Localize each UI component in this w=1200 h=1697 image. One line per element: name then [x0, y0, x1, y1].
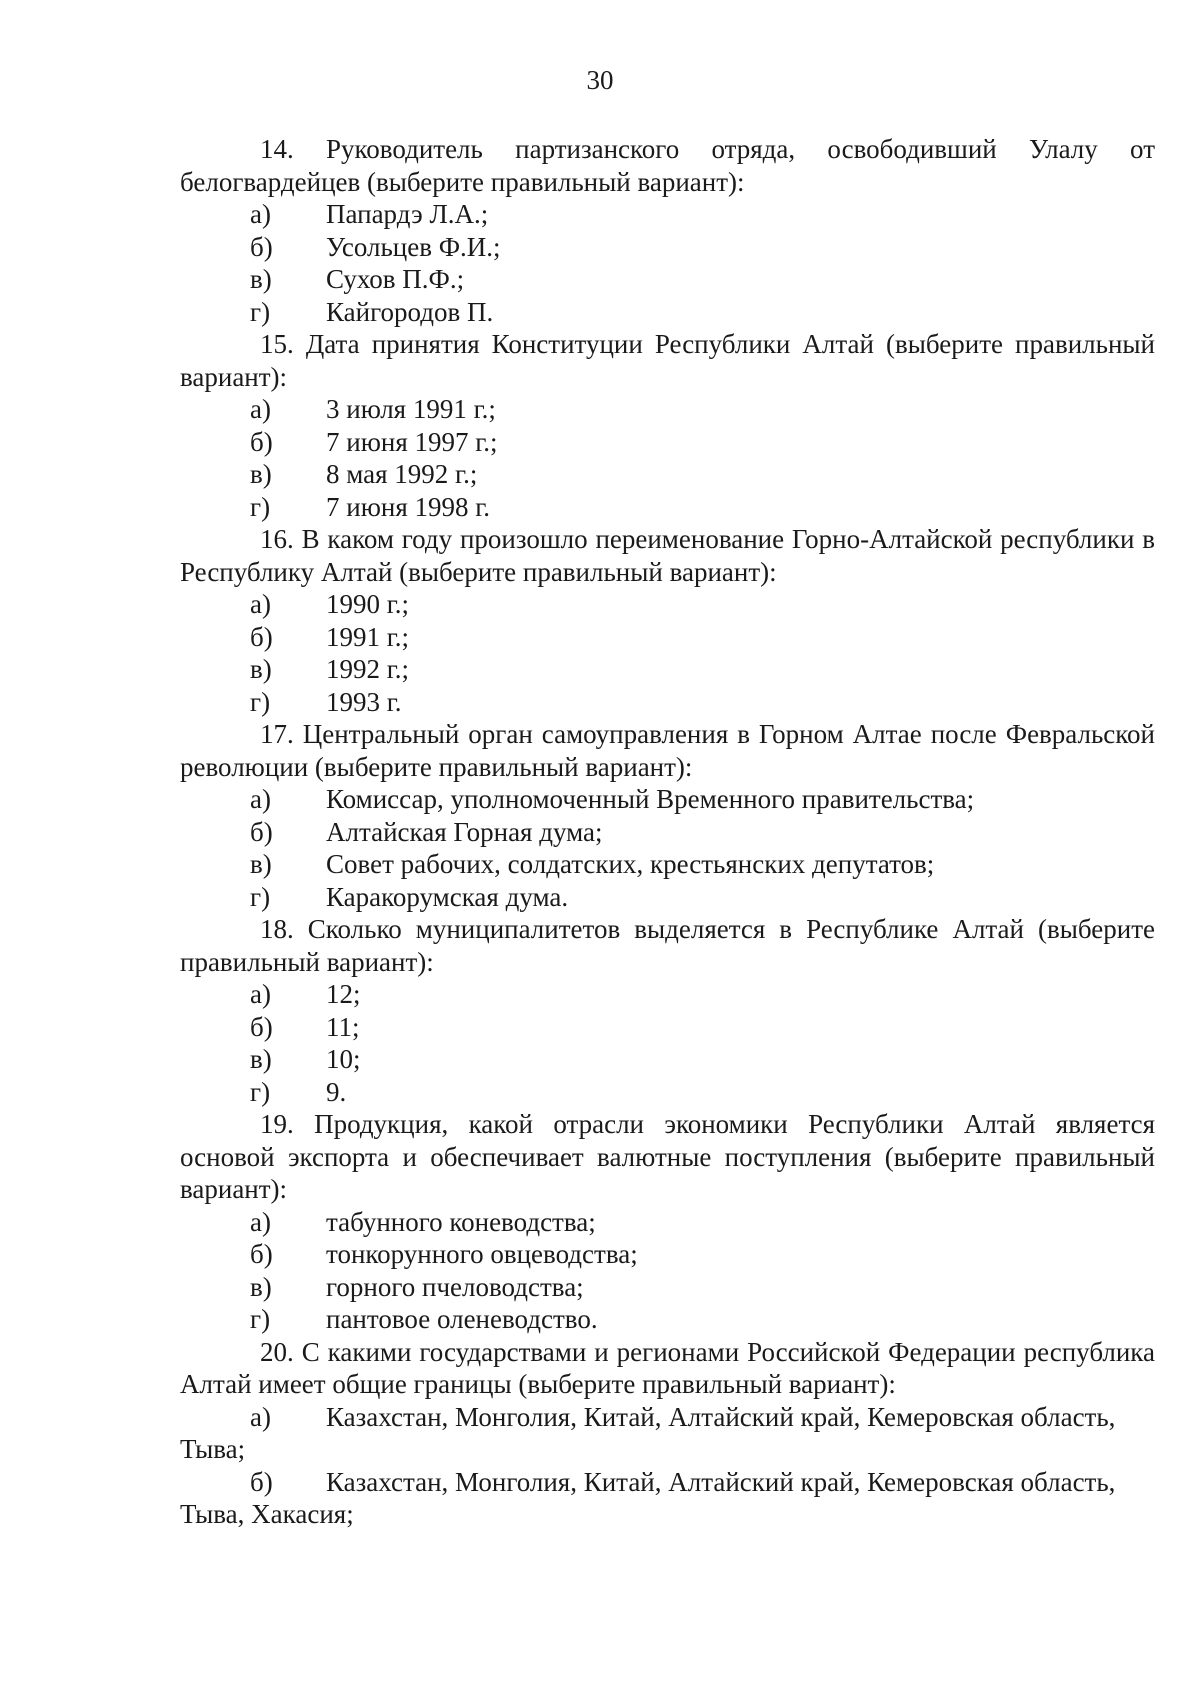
- answer-option: [180, 198, 1155, 231]
- answer-option: [180, 231, 1155, 264]
- option-letter: в): [250, 264, 272, 294]
- answer-option: [180, 881, 1155, 914]
- answer-option: [180, 816, 1155, 849]
- question-text: 20. С какими государствами и регионами Российской Федерации республика Алтай имеет общие границы (выберите правильный вариант):: [180, 1336, 1155, 1399]
- answer-option: [180, 1011, 1155, 1044]
- option-letter: б): [250, 1466, 273, 1497]
- option-letter: г): [250, 1076, 271, 1107]
- answer-option: [180, 588, 1155, 621]
- option-letter: в): [250, 1271, 272, 1302]
- answer-option: [180, 393, 1155, 426]
- answer-option: [180, 978, 1155, 1011]
- question-20: [180, 1336, 1155, 1531]
- answer-option: [180, 1466, 1155, 1531]
- option-text: Усольцев Ф.И.;: [326, 231, 501, 262]
- answer-option: [180, 263, 1155, 296]
- page-number: 30: [586, 65, 614, 95]
- option-text: пантовое оленеводство.: [326, 1304, 598, 1334]
- question-text: 17. Центральный орган самоуправления в Горном Алтае после Февральской революции (выберите правильный вариант):: [180, 719, 1155, 782]
- option-text: 8 мая 1992 г.;: [326, 459, 478, 489]
- option-letter: в): [250, 459, 272, 489]
- option-text: табунного коневодства;: [326, 1206, 596, 1237]
- option-text: 7 июня 1998 г.: [326, 491, 491, 522]
- question-16: [180, 523, 1155, 718]
- option-text: Кайгородов П.: [326, 296, 494, 327]
- question-18: [180, 913, 1155, 1108]
- answer-option: [180, 686, 1155, 719]
- option-letter: в): [250, 654, 272, 684]
- option-text: Совет рабочих, солдатских, крестьянских депутатов;: [326, 849, 935, 879]
- option-letter: б): [250, 426, 273, 457]
- answer-option: [180, 1043, 1155, 1076]
- option-text: 1993 г.: [326, 686, 402, 717]
- option-text: 10;: [326, 1044, 361, 1074]
- answer-option: [180, 1401, 1155, 1466]
- option-letter: г): [250, 296, 271, 327]
- option-letter: б): [250, 1011, 273, 1042]
- option-letter: а): [250, 589, 271, 619]
- question-text: 19. Продукция, какой отрасли экономики Республики Алтай является основой экспорта и обеспечивает валютные поступления (выберите правильный вариант):: [180, 1109, 1155, 1204]
- answer-option: [180, 1271, 1155, 1304]
- option-text: Папардэ Л.А.;: [326, 199, 489, 229]
- option-letter: б): [250, 816, 273, 847]
- option-letter: б): [250, 231, 273, 262]
- option-letter: а): [250, 979, 271, 1009]
- option-text: Алтайская Горная дума;: [326, 816, 603, 847]
- question-text: 15. Дата принятия Конституции Республики Алтай (выберите правильный вариант):: [180, 329, 1155, 392]
- option-letter: б): [250, 621, 273, 652]
- answer-option: [180, 491, 1155, 524]
- option-letter: г): [250, 881, 271, 912]
- answer-option: [180, 653, 1155, 686]
- option-text: 9.: [326, 1076, 347, 1107]
- question-19: [180, 1108, 1155, 1336]
- option-text: Каракорумская дума.: [326, 881, 569, 912]
- option-letter: в): [250, 1044, 272, 1074]
- option-text: 11;: [326, 1011, 360, 1042]
- question-15: [180, 328, 1155, 523]
- option-letter: а): [250, 784, 271, 814]
- questions-list: [180, 133, 1155, 1531]
- question-text: 16. В каком году произошло переименование Горно-Алтайской республики в Республику Алтай (выберите правильный вариант):: [180, 524, 1155, 587]
- question-text: 18. Сколько муниципалитетов выделяется в Республике Алтай (выберите правильный вариант):: [180, 914, 1155, 977]
- option-text: Сухов П.Ф.;: [326, 264, 465, 294]
- question-14: [180, 133, 1155, 328]
- answer-option: [180, 848, 1155, 881]
- option-letter: б): [250, 1239, 273, 1269]
- answer-option: [180, 1303, 1155, 1336]
- option-text: горного пчеловодства;: [326, 1271, 584, 1302]
- answer-option: [180, 458, 1155, 491]
- option-letter: а): [250, 199, 271, 229]
- answer-option: [180, 1076, 1155, 1109]
- option-letter: г): [250, 1304, 271, 1334]
- option-text: 3 июля 1991 г.;: [326, 394, 496, 424]
- answer-option: [180, 1206, 1155, 1239]
- answer-option: [180, 783, 1155, 816]
- option-text: Казахстан, Монголия, Китай, Алтайский край, Кемеровская область, Тыва;: [180, 1401, 1116, 1464]
- answer-option: [180, 296, 1155, 329]
- question-17: [180, 718, 1155, 913]
- answer-option: [180, 1238, 1155, 1271]
- answer-option: [180, 621, 1155, 654]
- option-letter: а): [250, 1206, 271, 1237]
- option-text: Казахстан, Монголия, Китай, Алтайский край, Кемеровская область, Тыва, Хакасия;: [180, 1466, 1116, 1529]
- option-text: 12;: [326, 979, 361, 1009]
- option-text: 1991 г.;: [326, 621, 410, 652]
- option-text: 1990 г.;: [326, 589, 410, 619]
- option-text: 1992 г.;: [326, 654, 410, 684]
- option-letter: а): [250, 1401, 271, 1432]
- option-letter: в): [250, 849, 272, 879]
- option-letter: г): [250, 491, 271, 522]
- option-letter: а): [250, 394, 271, 424]
- answer-option: [180, 426, 1155, 459]
- option-text: тонкорунного овцеводства;: [326, 1239, 638, 1269]
- option-text: Комиссар, уполномоченный Временного правительства;: [326, 784, 975, 814]
- option-text: 7 июня 1997 г.;: [326, 426, 498, 457]
- question-text: 14. Руководитель партизанского отряда, освободивший Улалу от белогвардейцев (выберите правильный вариант):: [180, 134, 1155, 197]
- option-letter: г): [250, 686, 271, 717]
